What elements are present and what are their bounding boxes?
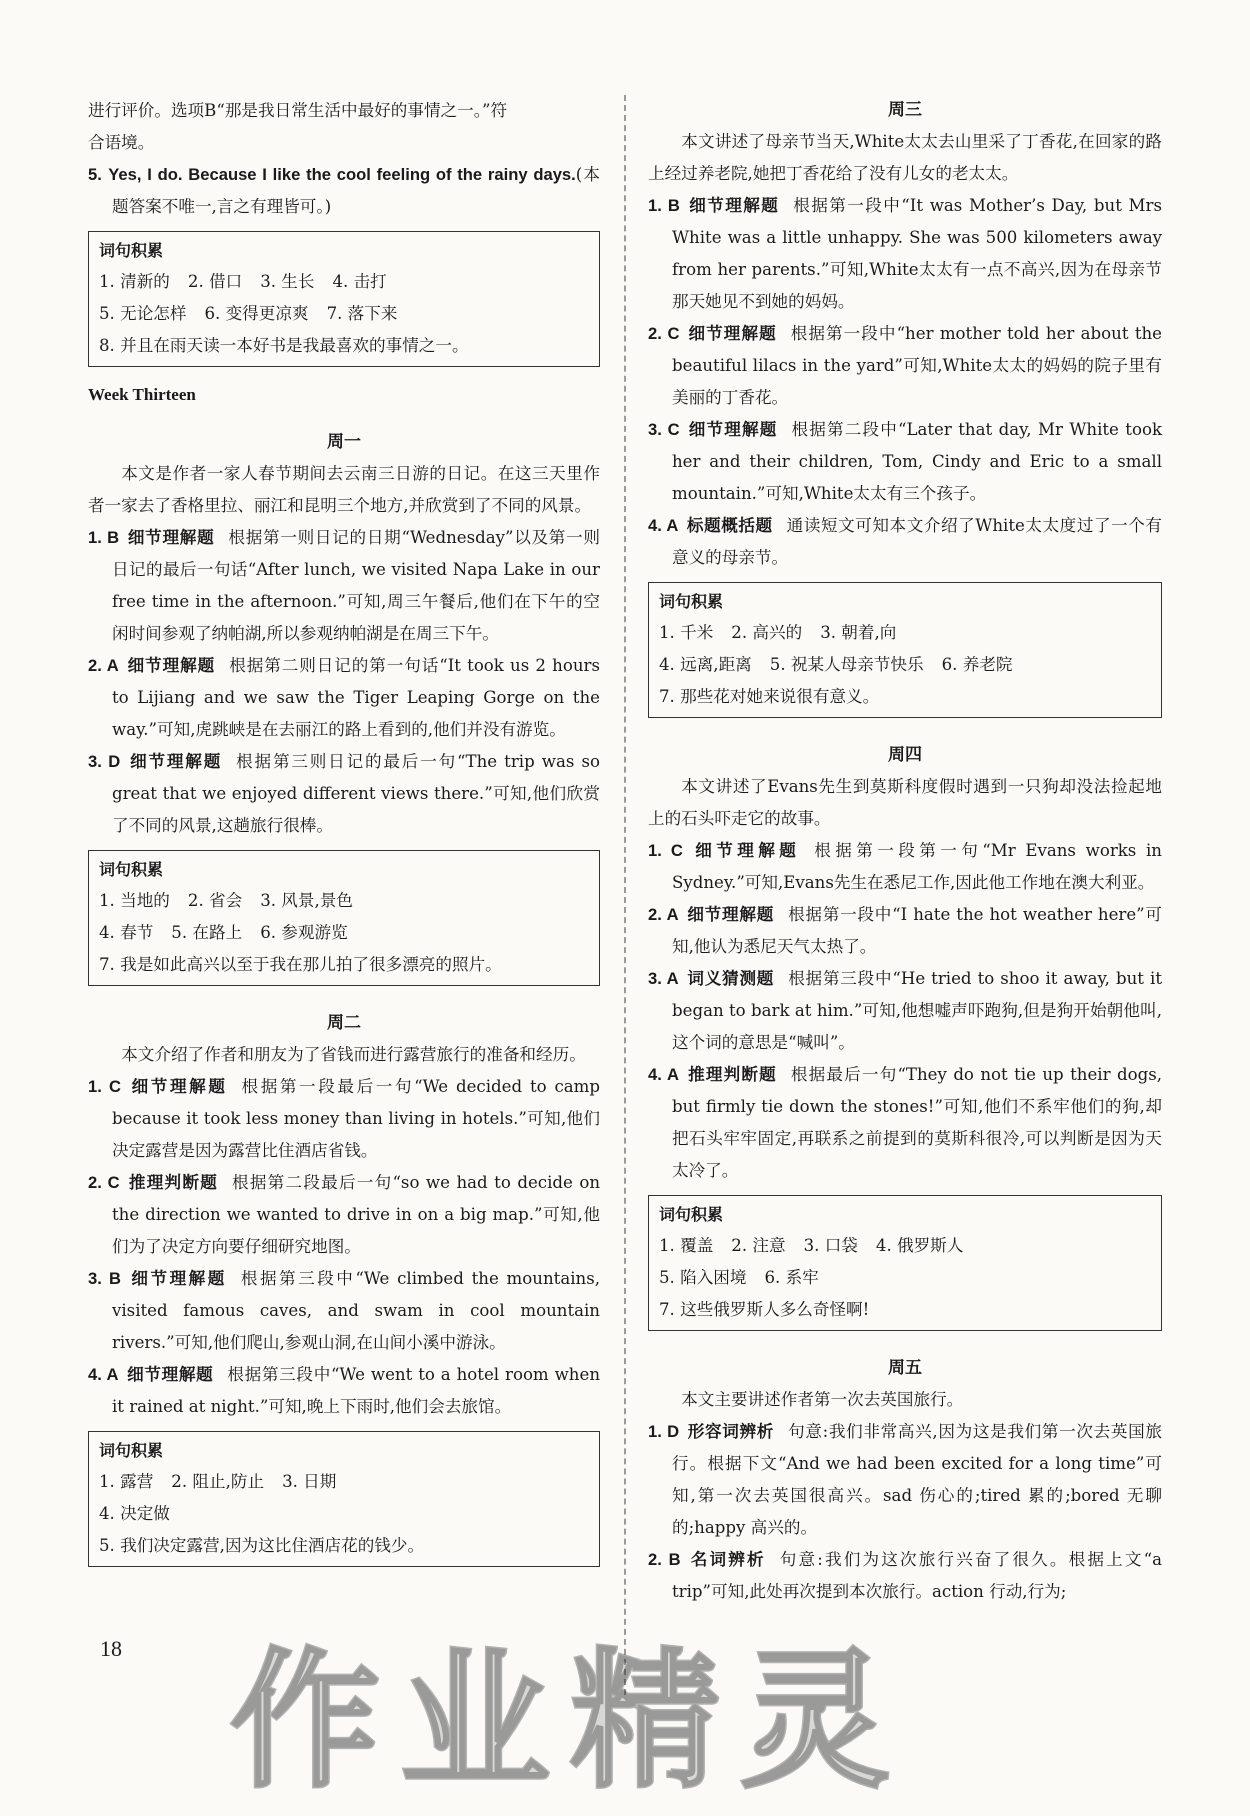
vocab-line (99, 917, 589, 949)
vocab-line (659, 1262, 1151, 1294)
answer-item (648, 190, 1162, 318)
vocab-item: 5. 祝某人母亲节快乐 (769, 655, 924, 674)
answer-text: 根据第三则日记的最后一句“The trip was so great that we enjoyed different views there.”可知,他们欣赏了不同的风景,这趟旅行很棒。 (112, 752, 601, 835)
intro-line: 合语境。 (88, 133, 155, 152)
day-title: 周二 (327, 1013, 361, 1033)
vocab-line (99, 949, 589, 981)
answer-text: 通读短文可知本文介绍了White太太度过了一个有意义的母亲节。 (672, 516, 1162, 567)
vocab-line (99, 1530, 589, 1562)
answer-text: 句意:我们为这次旅行兴奋了很久。根据上文“a trip”可知,此处再次提到本次旅行。action 行动,行为; (672, 1550, 1163, 1601)
vocab-item: 3. 口袋 (803, 1236, 858, 1255)
answer-item (648, 1059, 1162, 1187)
answer-item (88, 746, 600, 842)
vocab-item: 2. 注意 (731, 1236, 786, 1255)
vocab-line (99, 1498, 589, 1530)
answer-text: 根据第二段最后一句“so we had to decide on the direction we wanted to drive in on a big map.”可知,他们为了决定方向要仔细研究地图。 (112, 1173, 601, 1256)
question-type: 推理判断题 (127, 1173, 219, 1192)
question-type: 细节理解题 (686, 905, 775, 924)
question-type: 细节理解题 (126, 1365, 214, 1384)
vocab-item: 2. 阻止,防止 (171, 1472, 265, 1491)
answer-text: 根据第一段最后一句“We decided to camp because it took less money than living in hotels.”可知,他们决定露营是因为露营比住酒店省钱。 (112, 1077, 601, 1160)
vocab-line (99, 330, 589, 362)
answer-number: 4. A (88, 1365, 119, 1384)
vocab-box (88, 231, 600, 367)
question-type: 细节理解题 (128, 752, 223, 771)
vocab-line (99, 266, 589, 298)
answer-number: 2. B (648, 1550, 681, 1569)
vocab-item: 4. 春节 (99, 923, 154, 942)
answer-item (88, 1071, 600, 1167)
answer-number: 1. B (88, 528, 120, 547)
vocab-item: 1. 当地的 (99, 891, 170, 910)
answer-number: 1. C (648, 841, 683, 860)
right-column (648, 95, 1162, 1608)
vocab-item: 5. 我们决定露营,因为这比住酒店花的钱少。 (99, 1536, 425, 1555)
answer-item (88, 1167, 600, 1263)
answer-item (88, 522, 600, 650)
answer-number: 2. C (648, 324, 680, 343)
vocab-box (648, 1195, 1162, 1331)
vocab-item: 8. 并且在雨天读一本好书是我最喜欢的事情之一。 (99, 336, 469, 355)
answer-text: 句意:我们非常高兴,因为这是我们第一次去英国旅行。根据下文“And we had been excited for a long time”可知,第一次去英国很高兴。sad 伤心的;tired 累的;bored 无聊的;happy 高兴的。 (672, 1422, 1162, 1537)
answer-item (648, 318, 1162, 414)
answer-text: 根据第二则日记的第一句话“It took us 2 hours to Lijiang and we saw the Tiger Leaping Gorge on the way.”可知,虎跳峡是在去丽江的路上看到的,他们并没有游览。 (112, 656, 600, 739)
answer-text: 根据第三段中“We went to a hotel room when it rained at night.”可知,晚上下雨时,他们会去旅馆。 (112, 1365, 601, 1416)
day-title: 周四 (888, 745, 922, 765)
passage-summary: 本文讲述了Evans先生到莫斯科度假时遇到一只狗却没法捡起地上的石头吓走它的故事。 (648, 777, 1162, 828)
vocab-line (659, 1294, 1151, 1326)
answer-item (648, 963, 1162, 1059)
vocab-line (99, 885, 589, 917)
question-type: 细节理解题 (128, 1269, 227, 1288)
vocab-item: 5. 在路上 (171, 923, 243, 942)
vocab-box (648, 582, 1162, 718)
answer-text: 根据第一段中“her mother told her about the beautiful lilacs in the yard”可知,White太太的妈妈的院子里有美丽的丁香花。 (672, 324, 1162, 407)
answer-item (648, 510, 1162, 574)
vocab-item: 7. 那些花对她来说很有意义。 (659, 687, 880, 706)
left-column (88, 95, 600, 1581)
day-title: 周三 (888, 100, 922, 120)
vocab-item: 7. 我是如此高兴以至于我在那儿拍了很多漂亮的照片。 (99, 955, 502, 974)
vocab-item: 7. 这些俄罗斯人多么奇怪啊! (659, 1300, 870, 1319)
page-number: 18 (100, 1636, 122, 1661)
vocab-box (88, 1431, 600, 1567)
vocab-item: 1. 露营 (99, 1472, 154, 1491)
answer-text: 根据第一则日记的日期“Wednesday”以及第一则日记的最后一句话“After lunch, we visited Napa Lake in our free time in the afternoon.”可知,周三午餐后,他们在下午的空闲时间参观了纳帕湖,所以参观纳帕湖是在周三下午。 (112, 528, 601, 643)
vocab-line (99, 1466, 589, 1498)
vocab-item: 1. 千米 (659, 623, 714, 642)
intro-line: 进行评价。选项B“那是我日常生活中最好的事情之一。”符 (88, 101, 508, 120)
vocab-item: 7. 落下来 (326, 304, 398, 323)
vocab-item: 3. 日期 (282, 1472, 337, 1491)
vocab-item: 1. 清新的 (99, 272, 170, 291)
question-type: 词义猜测题 (686, 969, 775, 988)
passage-summary: 本文是作者一家人春节期间去云南三日游的日记。在这三天里作者一家去了香格里拉、丽江和昆明三个地方,并欣赏到了不同的风景。 (88, 464, 600, 515)
vocab-line (659, 649, 1151, 681)
vocab-item: 1. 覆盖 (659, 1236, 714, 1255)
vocab-item: 3. 生长 (260, 272, 315, 291)
vocab-item: 4. 决定做 (99, 1504, 170, 1523)
day-title: 周五 (888, 1358, 922, 1378)
question-type: 名词辨析 (688, 1550, 766, 1569)
vocab-line (659, 681, 1151, 713)
vocab-item: 3. 朝着,向 (820, 623, 897, 642)
vocab-title: 词句积累 (99, 1441, 164, 1460)
vocab-item: 5. 陷入困境 (659, 1268, 747, 1287)
answer-number: 5. (88, 165, 102, 184)
passage-summary: 本文主要讲述作者第一次去英国旅行。 (681, 1390, 964, 1409)
vocab-item: 4. 击打 (332, 272, 387, 291)
answer-text: 根据第一段中“I hate the hot weather here”可知,他认为悉尼天气太热了。 (672, 905, 1162, 956)
question-type: 细节理解题 (690, 841, 801, 860)
question-type: 推理判断题 (686, 1065, 777, 1084)
answer-item (648, 835, 1162, 899)
vocab-item: 6. 养老院 (941, 655, 1013, 674)
vocab-line (659, 1230, 1151, 1262)
vocab-line (659, 617, 1151, 649)
answer-item (648, 899, 1162, 963)
answer-text: 根据第二段中“Later that day, Mr White took her and their children, Tom, Cindy and Eric to a small mountain.”可知,White太太有三个孩子。 (672, 420, 1163, 503)
vocab-box (88, 850, 600, 986)
vocab-item: 4. 俄罗斯人 (875, 1236, 964, 1255)
answer-text: 根据第一段中“It was Mother’s Day, but Mrs White was a little unhappy. She was 500 kilometers away from her parents.”可知,White太太有一点不高兴,因为在母亲节那天她见不到她的妈妈。 (672, 196, 1162, 311)
vocab-line (99, 298, 589, 330)
vocab-item: 4. 远离,距离 (659, 655, 752, 674)
answer-text: 根据最后一句“They do not tie up their dogs, but firmly tie down the stones!”可知,他们不系牢他们的狗,却把石头牢牢固定,再联系之前提到的莫斯科很冷,可以判断是因为天太冷了。 (672, 1065, 1162, 1180)
answer-number: 4. A (648, 1065, 679, 1084)
vocab-item: 6. 变得更凉爽 (204, 304, 309, 323)
question-type: 细节理解题 (127, 528, 215, 547)
answer-item (88, 1263, 600, 1359)
answer-number: 1. B (648, 196, 680, 215)
answer-item (648, 1416, 1162, 1544)
question-type: 细节理解题 (126, 656, 216, 675)
question-type: 形容词辨析 (687, 1422, 775, 1441)
answer-item (648, 1544, 1162, 1608)
watermark: 作业精灵 (230, 1635, 911, 1809)
answer-number: 2. C (88, 1173, 120, 1192)
vocab-title: 词句积累 (659, 1205, 724, 1224)
answer-number: 2. A (648, 905, 679, 924)
question-type: 细节理解题 (687, 324, 777, 343)
vocab-item: 2. 借口 (187, 272, 243, 291)
question-type: 细节理解题 (129, 1077, 228, 1096)
answer-number: 3. B (88, 1269, 121, 1288)
answer-text: 根据第一段第一句“Mr Evans works in Sydney.”可知,Evans先生在悉尼工作,因此他工作地在澳大利亚。 (672, 841, 1162, 892)
answer-number: 4. A (648, 516, 679, 535)
answer-number: 3. C (648, 420, 680, 439)
vocab-item: 3. 风景,景色 (260, 891, 353, 910)
vocab-item: 2. 高兴的 (731, 623, 803, 642)
vocab-item: 2. 省会 (187, 891, 243, 910)
passage-summary: 本文介绍了作者和朋友为了省钱而进行露营旅行的准备和经历。 (121, 1045, 586, 1064)
question-type: 细节理解题 (687, 420, 778, 439)
vocab-title: 词句积累 (99, 860, 164, 879)
vocab-title: 词句积累 (99, 241, 164, 260)
day-title: 周一 (327, 432, 361, 452)
answer-text: 根据第三段中“We climbed the mountains, visited famous caves, and swam in cool mountain rivers.”可知,他们爬山,参观山洞,在山间小溪中游泳。 (112, 1269, 600, 1352)
column-divider (624, 95, 626, 1695)
question-type: 标题概括题 (686, 516, 773, 535)
vocab-item: 6. 系牢 (764, 1268, 819, 1287)
answer-note: (本题答案不唯一,言之有理皆可。) (112, 165, 600, 216)
vocab-item: 5. 无论怎样 (99, 304, 187, 323)
answer-item (88, 1359, 600, 1423)
answer-item (88, 650, 600, 746)
answer-number: 1. D (648, 1422, 680, 1441)
answer-number: 1. C (88, 1077, 122, 1096)
vocab-item: 6. 参观游览 (260, 923, 348, 942)
answer-text: 根据第三段中“He tried to shoo it away, but it began to bark at him.”可知,他想嘘声吓跑狗,但是狗开始朝他叫,这个词的意思是“喊叫”。 (672, 969, 1162, 1052)
passage-summary: 本文讲述了母亲节当天,White太太去山里采了丁香花,在回家的路上经过养老院,她把丁香花给了没有儿女的老太太。 (648, 132, 1162, 183)
answer-text: Yes, I do. Because I like the cool feeling of the rainy days. (108, 165, 576, 184)
answer-item (88, 159, 600, 223)
answer-number: 3. D (88, 752, 121, 771)
question-type: 细节理解题 (687, 196, 780, 215)
vocab-title: 词句积累 (659, 592, 724, 611)
answer-number: 3. A (648, 969, 679, 988)
answer-item (648, 414, 1162, 510)
week-title: Week Thirteen (88, 385, 196, 404)
answer-number: 2. A (88, 656, 119, 675)
